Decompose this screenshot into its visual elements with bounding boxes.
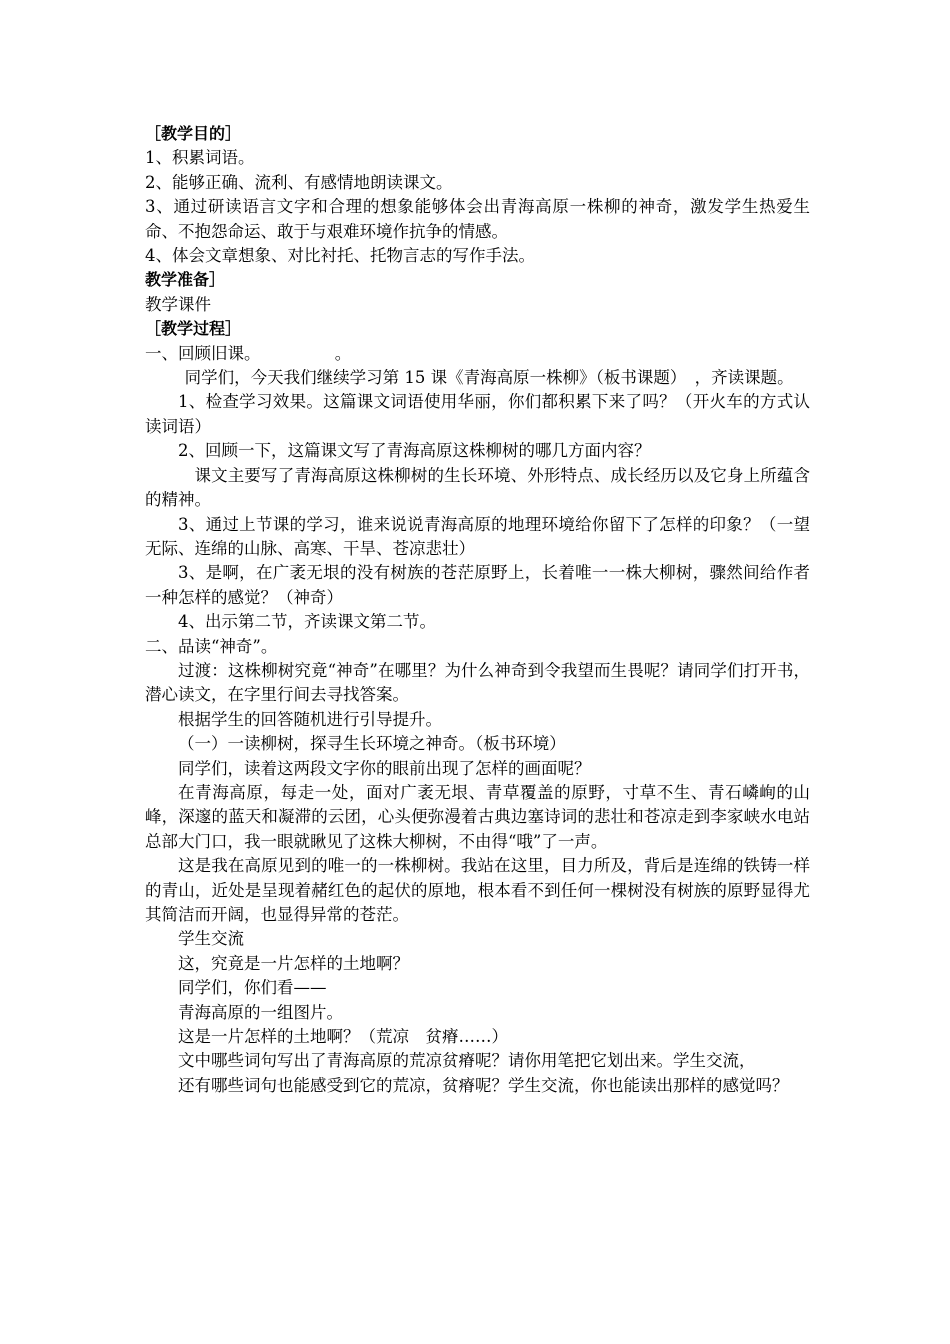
- section-2-title: 二、品读“神奇”。: [145, 636, 278, 656]
- paragraph-exchange: 学生交流: [178, 929, 244, 949]
- paragraph-words: 文中哪些词句写出了青海高原的荒凉贫瘠呢？请你用笔把它划出来。学生交流，: [178, 1051, 756, 1071]
- paragraph-look: 同学们，你们看——: [178, 978, 327, 998]
- objective-4: 4、体会文章想象、对比衬托、托物言志的写作手法。: [145, 246, 535, 266]
- paragraph-show: 4、出示第二节，齐读课文第二节。: [178, 612, 436, 632]
- paragraph-intro: 同学们，今天我们继续学习第 15 课《青海高原一株柳》（板书课题） ，齐读课题。: [184, 368, 794, 388]
- lesson-plan-document: [145, 122, 810, 1098]
- objective-2: 2、能够正确、流利、有感情地朗读课文。: [145, 172, 453, 192]
- preparation-text: 教学课件: [145, 294, 211, 314]
- paragraph-transition: 过渡：这株柳树究竟“神奇”在哪里？为什么神奇到令我望而生畏呢？请同学们打开书，潜心读文，在字里行间去寻找答案。: [145, 660, 810, 705]
- paragraph-more: 还有哪些词句也能感受到它的荒凉，贫瘠呢？学生交流，你也能读出那样的感觉吗？: [178, 1075, 789, 1095]
- paragraph-feeling: 3、是啊，在广袤无垠的没有树族的苍茫原野上，长着唯一一株大柳树，骤然间给作者一种怎样的感觉？（神奇）: [145, 563, 810, 607]
- heading-preparation: 教学准备］: [145, 270, 226, 290]
- paragraph-land: 这，究竟是一片怎样的土地啊？: [178, 953, 409, 973]
- objective-3: 3、通过研读语言文字和合理的想象能够体会出青海高原一株柳的神奇，激发学生热爱生命、不抱怨命运、敢于与艰难环境作抗争的情感。: [145, 197, 810, 241]
- paragraph-sub-1: （一）一读柳树，探寻生长环境之神奇。（板书环境）: [178, 734, 566, 754]
- paragraph-guide: 根据学生的回答随机进行引导提升。: [178, 709, 442, 729]
- paragraph-quote-1: 在青海高原，每走一处，面对广袤无垠、青草覆盖的原野，寸草不生、青石嶙峋的山峰，深邃的蓝天和凝滞的云团，心头便弥漫着古典边塞诗词的悲壮和苍凉走到李家峡水电站总部大门口，我一眼就瞅见了这株大柳树，不由得“哦”了一声。: [145, 782, 810, 851]
- paragraph-impression: 3、通过上节课的学习，谁来说说青海高原的地理环境给你留下了怎样的印象？（一望无际、连绵的山脉、高寒、干旱、苍凉悲壮）: [145, 514, 810, 558]
- objective-1: 1、积累词语。: [145, 148, 255, 168]
- paragraph-review: 2、回顾一下，这篇课文写了青海高原这株柳树的哪几方面内容？: [178, 441, 651, 461]
- section-1-title: 一、回顾旧课。 。: [145, 343, 352, 363]
- paragraph-main-content: 课文主要写了青海高原这株柳树的生长环境、外形特点、成长经历以及它身上所蕴含的精神。: [145, 465, 810, 510]
- heading-process: ［教学过程］: [145, 319, 242, 339]
- paragraph-land-2: 这是一片怎样的土地啊？（荒凉 贫瘠……）: [178, 1027, 508, 1047]
- paragraph-photos: 青海高原的一组图片。: [178, 1002, 343, 1022]
- heading-objectives: ［教学目的］: [145, 124, 242, 143]
- paragraph-check: 1、检查学习效果。这篇课文词语使用华丽，你们都积累下来了吗？（开火车的方式认读词语）: [145, 392, 810, 436]
- paragraph-picture: 同学们，读着这两段文字你的眼前出现了怎样的画面呢？: [178, 758, 591, 778]
- paragraph-quote-2: 这是我在高原见到的唯一的一株柳树。我站在这里，目力所及，背后是连绵的铁铸一样的青山，近处是呈现着赭红色的起伏的原地，根本看不到任何一棵树没有树族的原野显得尤其简洁而开阔，也显得异常的苍茫。: [145, 856, 810, 924]
